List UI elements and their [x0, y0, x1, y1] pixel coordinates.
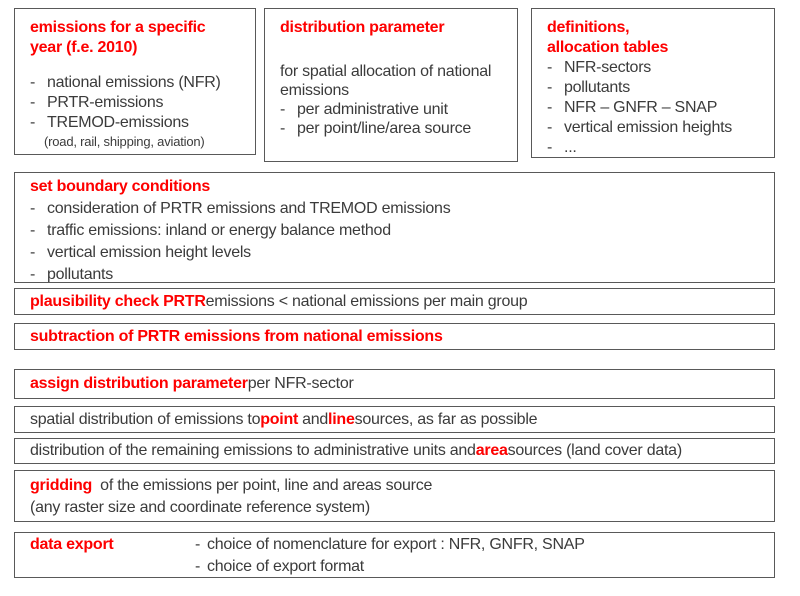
bullet-dash: -: [280, 101, 286, 118]
list-item: [30, 220, 774, 242]
list-item-label: per administrative unit: [297, 101, 448, 118]
list-item: [547, 118, 764, 138]
box-subtraction-prtr: [14, 323, 775, 350]
step-text: of the emissions per point, line and areas source: [95, 477, 433, 494]
bullet-dash: -: [30, 114, 36, 131]
box-title: set boundary conditions: [30, 178, 211, 195]
list-item-label: traffic emissions: inland or energy balance method: [47, 222, 391, 239]
bullet-dash: -: [280, 120, 286, 137]
box-title: distribution parameter: [280, 19, 445, 36]
step-highlight: assign distribution parameter: [30, 375, 248, 392]
box-definitions-allocation-tables: [531, 8, 775, 158]
list-item-label: PRTR-emissions: [47, 94, 164, 111]
definitions-list: [547, 58, 764, 158]
step-highlight: subtraction of PRTR emissions from national emissions: [30, 327, 443, 345]
bullet-dash: -: [30, 200, 36, 217]
step-text: and: [302, 410, 329, 428]
list-item-label: national emissions (NFR): [47, 74, 221, 91]
step-text: sources (land cover data): [507, 442, 682, 459]
list-item: [547, 78, 764, 98]
list-item: [30, 242, 774, 264]
list-item: [547, 98, 764, 118]
step-highlight: area: [475, 442, 508, 459]
bullet-dash: -: [30, 94, 36, 111]
box-spatial-distribution-point-line: [14, 406, 775, 433]
tremod-modes-note: (road, rail, shipping, aviation): [44, 134, 205, 149]
gridding-line: [30, 475, 774, 497]
bullet-dash: -: [547, 99, 553, 116]
bullet-dash: -: [30, 222, 36, 239]
step-text: spatial distribution of emissions to: [30, 410, 261, 428]
list-item: [280, 119, 507, 138]
box-data-export: [14, 532, 775, 578]
list-item-label: TREMOD-emissions: [47, 114, 189, 131]
gridding-note: (any raster size and coordinate reference system): [30, 499, 370, 516]
bullet-dash: -: [30, 266, 36, 283]
list-item: [30, 264, 774, 283]
box-title-line: definitions,: [547, 19, 630, 36]
list-item: [30, 93, 245, 113]
list-item-label: NFR-sectors: [564, 59, 652, 76]
box-title-line: emissions for a specific: [30, 19, 206, 36]
list-item-label: ...: [564, 139, 577, 156]
list-item-label: consideration of PRTR emissions and TREMOD emissions: [47, 200, 451, 217]
list-item-label: per point/line/area source: [297, 120, 472, 137]
step-text: per NFR-sector: [247, 375, 354, 392]
box-emissions-specific-year: [14, 8, 256, 155]
list-item-label: choice of nomenclature for export : NFR, GNFR, SNAP: [207, 536, 585, 553]
distribution-parameter-list: [280, 100, 507, 138]
list-item-label: NFR – GNFR – SNAP: [564, 99, 718, 116]
list-item: [195, 556, 585, 578]
step-highlight: point: [260, 410, 299, 428]
list-item-label: choice of export format: [207, 558, 364, 575]
list-item: [30, 198, 774, 220]
bullet-dash: -: [30, 244, 36, 261]
box-title-line: year (f.e. 2010): [30, 39, 138, 56]
step-text: emissions < national emissions per main group: [205, 292, 528, 310]
box-set-boundary-conditions: [14, 172, 775, 283]
step-highlight: gridding: [30, 477, 92, 494]
bullet-dash: -: [547, 79, 553, 96]
bullet-dash: -: [195, 558, 201, 575]
step-highlight: plausibility check PRTR: [30, 292, 206, 310]
box-title-line: allocation tables: [547, 39, 669, 56]
box-body-line: emissions: [280, 82, 349, 99]
emissions-sources-list: [30, 73, 245, 151]
bullet-dash: -: [547, 59, 553, 76]
list-item-label: pollutants: [564, 79, 630, 96]
step-text: sources, as far as possible: [354, 410, 538, 428]
list-item-label: vertical emission height levels: [47, 244, 251, 261]
box-distribution-parameter: [264, 8, 518, 162]
list-item: [30, 73, 245, 93]
step-text: distribution of the remaining emissions to administrative units and: [30, 442, 476, 459]
box-remaining-emissions-area: [14, 438, 775, 464]
list-item: [195, 534, 585, 556]
box-plausibility-check: [14, 288, 775, 315]
bullet-dash: -: [547, 119, 553, 136]
bullet-dash: -: [195, 536, 201, 553]
box-assign-distribution-parameter: [14, 369, 775, 399]
bullet-dash: -: [547, 139, 553, 156]
export-options-list: [195, 534, 585, 578]
list-item-label: pollutants: [47, 266, 113, 283]
list-item: [280, 100, 507, 119]
bullet-dash: -: [30, 74, 36, 91]
step-highlight: line: [328, 410, 355, 428]
box-gridding: [14, 470, 775, 522]
box-body-line: for spatial allocation of national: [280, 63, 492, 80]
list-item: [547, 58, 764, 78]
step-highlight: data export: [30, 536, 114, 553]
list-item-label: vertical emission heights: [564, 119, 733, 136]
list-item: [547, 138, 764, 158]
list-item: [30, 113, 245, 133]
